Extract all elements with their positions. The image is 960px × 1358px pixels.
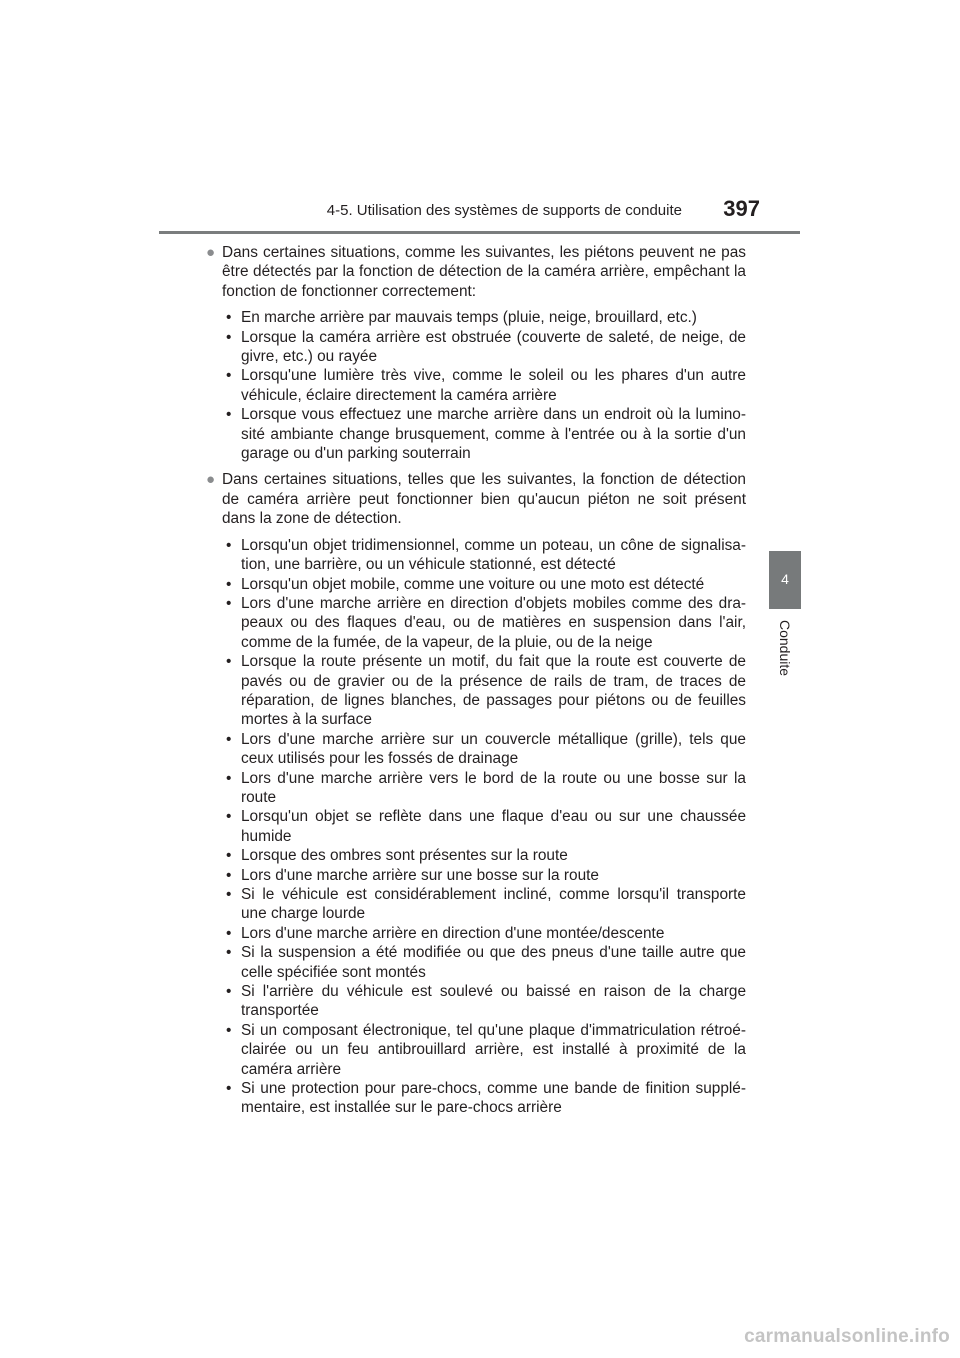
bullet-marker-icon: ●: [206, 471, 216, 489]
sub-bullet-icon: •: [226, 309, 232, 327]
list-item-text: Lorsqu'un objet mobile, comme une voiture ou une moto est détecté: [241, 575, 705, 593]
list-item: [222, 594, 746, 652]
sub-bullet-icon: •: [226, 536, 232, 554]
list-item-text: Lorsque des ombres sont présentes sur la route: [241, 847, 568, 865]
list-item-text: Lorsque la caméra arrière est obstruée (couverte de saleté, de neige, de givre, etc.) ou rayée: [241, 328, 746, 366]
list-item-text: Si une protection pour pare-chocs, comme une bande de finition supplé-mentaire, est installée sur le pare-chocs arrière: [241, 1080, 746, 1117]
header-divider: [159, 231, 800, 234]
list-item-text: Lors d'une marche arrière en direction d'une montée/descente: [241, 924, 665, 942]
sub-bullet-icon: •: [226, 866, 232, 884]
list-item: [222, 885, 746, 924]
sub-bullet-list: [222, 308, 746, 463]
sub-bullet-icon: •: [226, 769, 232, 787]
sub-bullet-icon: •: [226, 406, 232, 424]
list-item: [222, 536, 746, 575]
list-item: [222, 730, 746, 769]
list-item: [222, 575, 746, 594]
list-item-text: Lors d'une marche arrière en direction d'objets mobiles comme des dra-peaux ou des flaques d'eau, ou de matières en suspension dans l'air, comme de la fumée, de la vapeur, de la pluie, ou de la neige: [241, 594, 746, 651]
list-item: [222, 1021, 746, 1079]
list-item: [222, 308, 746, 327]
list-item-text: Si l'arrière du véhicule est soulevé ou baissé en raison de la charge transportée: [241, 983, 746, 1020]
sub-bullet-icon: •: [226, 847, 232, 865]
list-item-text: Lorsqu'une lumière très vive, comme le soleil ou les phares d'un autre véhicule, éclaire directement la caméra arrière: [241, 367, 746, 404]
sub-bullet-icon: •: [226, 1021, 232, 1039]
list-item-text: Lors d'une marche arrière vers le bord de la route ou une bosse sur la route: [241, 769, 746, 806]
list-item-text: Lorsque la route présente un motif, du fait que la route est couverte de pavés ou de gravier ou de la présence de rails de tram, de traces de réparation, de lignes blanches, de passages pour piétons ou de feuilles mortes à la surface: [241, 653, 746, 729]
sub-bullet-list: [222, 536, 746, 1118]
list-item: [222, 652, 746, 730]
sub-bullet-icon: •: [226, 808, 232, 826]
sub-bullet-icon: •: [226, 575, 232, 593]
sub-bullet-icon: •: [226, 944, 232, 962]
list-item: [222, 846, 746, 865]
bullet-section: [206, 470, 746, 1117]
sub-bullet-icon: •: [226, 653, 232, 671]
list-item: [222, 807, 746, 846]
chapter-label: Conduite: [777, 619, 793, 677]
list-item-text: En marche arrière par mauvais temps (pluie, neige, brouillard, etc.): [241, 309, 697, 327]
list-item: [222, 924, 746, 943]
bullet-lead-text: Dans certaines situations, comme les suivantes, les piétons peuvent ne pas être détectés par la fonction de détection de la caméra arrière, empêchant la fonction de fonctionner correctement:: [222, 244, 746, 300]
list-item: [222, 366, 746, 405]
list-item: [222, 943, 746, 982]
chapter-tab: [769, 551, 801, 609]
bullet-lead-text: Dans certaines situations, telles que les suivantes, la fonction de détection de caméra arrière peut fonctionner bien qu'aucun piéton ne soit présent dans la zone de détection.: [222, 471, 746, 528]
watermark: carmanualsonline.info: [744, 1326, 950, 1347]
bullet-marker-icon: ●: [206, 244, 216, 261]
sub-bullet-icon: •: [226, 886, 232, 903]
list-item-text: Si le véhicule est considérablement incliné, comme lorsqu'il transporte une charge lourde: [241, 886, 746, 923]
list-item: [222, 982, 746, 1021]
list-item: [222, 866, 746, 885]
sub-bullet-icon: •: [226, 328, 232, 346]
list-item-text: Lorsqu'un objet se reflète dans une flaque d'eau ou sur une chaussée humide: [241, 808, 746, 845]
chapter-number: 4: [781, 571, 789, 587]
sub-bullet-icon: •: [226, 594, 232, 612]
list-item-text: Lorsque vous effectuez une marche arrière dans un endroit où la lumino-sité ambiante change brusquement, comme à l'entrée ou à la sortie d'un garage ou d'un parking souterrain: [241, 406, 746, 463]
sub-bullet-icon: •: [226, 983, 232, 1001]
sub-bullet-icon: •: [226, 367, 232, 385]
list-item-text: Si la suspension a été modifiée ou que des pneus d'une taille autre que celle spécifiée sont montés: [241, 944, 746, 981]
sub-bullet-icon: •: [226, 924, 232, 942]
page-content: [206, 243, 746, 1118]
list-item: [222, 328, 746, 367]
page-number: 397: [723, 196, 760, 221]
list-item: [222, 769, 746, 808]
list-item: [222, 405, 746, 463]
list-item-text: Lors d'une marche arrière sur une bosse sur la route: [241, 866, 599, 884]
sub-bullet-icon: •: [226, 730, 232, 748]
list-item-text: Lorsqu'un objet tridimensionnel, comme un poteau, un cône de signalisa-tion, une barrière, ou un véhicule stationné, est détecté: [241, 536, 746, 574]
list-item: [222, 1079, 746, 1118]
list-item-text: Si un composant électronique, tel qu'une plaque d'immatriculation rétroé-clairée ou un feu antibrouillard arrière, est installé à proximité de la caméra arrière: [241, 1021, 746, 1078]
bullet-sections: [206, 243, 746, 1118]
sub-bullet-icon: •: [226, 1080, 232, 1098]
section-header-title: 4-5. Utilisation des systèmes de supports de conduite: [326, 202, 682, 219]
list-item-text: Lors d'une marche arrière sur un couvercle métallique (grille), tels que ceux utilisés pour les fossés de drainage: [241, 730, 746, 768]
bullet-section: [206, 243, 746, 463]
